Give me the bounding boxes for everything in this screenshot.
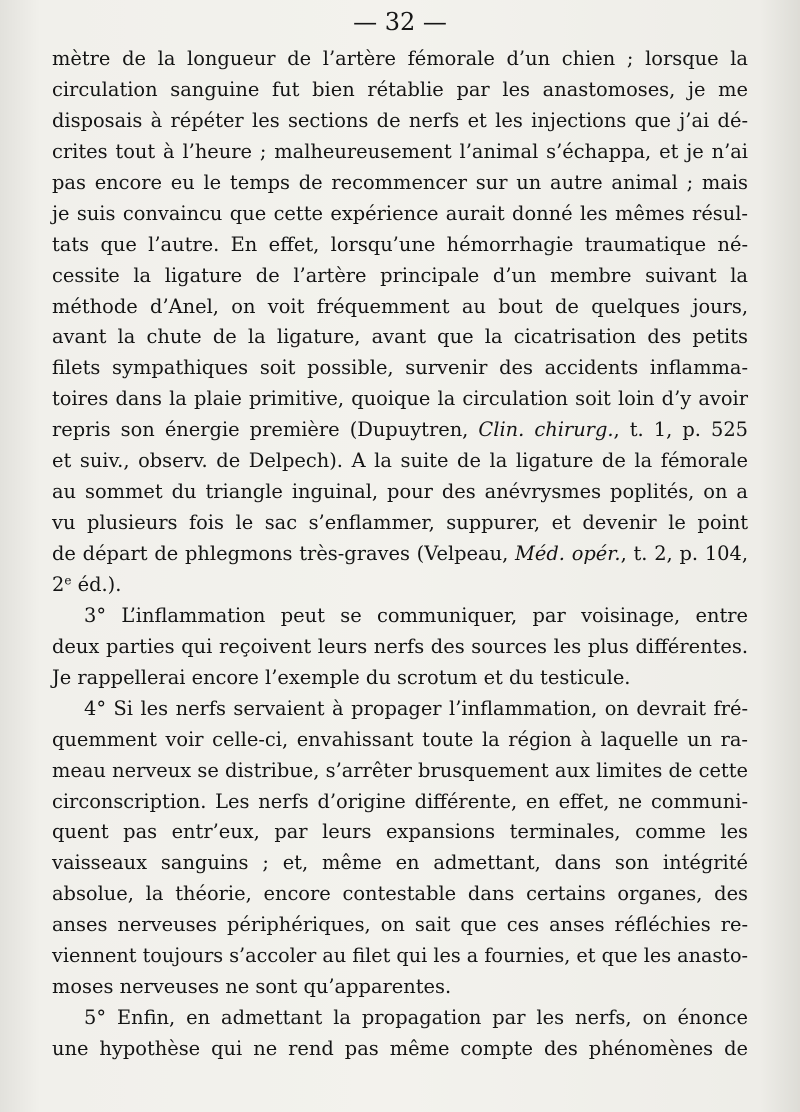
- text-line: [52, 261, 748, 292]
- text-segment: 5° Enfin, en admettant la propagation par les nerfs, on énonce: [84, 1006, 748, 1030]
- text-line: [52, 817, 748, 848]
- text-segment: , t. 1, p. 525: [613, 418, 748, 442]
- text-segment: filets sympathiques soit possible, survenir des accidents inflamma-: [52, 356, 748, 380]
- text-segment: 2: [52, 572, 65, 596]
- text-line: [52, 756, 748, 787]
- text-line: [52, 725, 748, 756]
- text-line: [52, 292, 748, 323]
- page-number: — 32 —: [353, 8, 447, 36]
- text-line: [52, 1034, 748, 1065]
- text-segment: mètre de la longueur de l’artère fémorale d’un chien ; lorsque la: [52, 47, 748, 70]
- text-segment: meau nerveux se distribue, s’arrêter brusquement aux limites de cette: [52, 758, 748, 782]
- text-segment: viennent toujours s’accoler au filet qui les a fournies, et que les anasto-: [52, 944, 748, 968]
- text-segment: 4° Si les nerfs servaient à propager l’inflammation, on devrait fré-: [84, 696, 748, 720]
- text-segment: deux parties qui reçoivent leurs nerfs des sources les plus différentes.: [52, 634, 748, 658]
- text-segment: vu plusieurs fois le sac s’enflammer, suppurer, et devenir le point: [52, 511, 748, 535]
- text-segment: une hypothèse qui ne rend pas même compte des phénomènes de: [52, 1037, 748, 1060]
- text-segment: de départ de phlegmons très-graves (Velpeau,: [52, 542, 516, 565]
- text-line: [52, 787, 748, 818]
- text-line: [52, 601, 748, 632]
- text-line: [52, 663, 748, 694]
- text-segment: absolue, la théorie, encore contestable dans certains organes, des: [52, 882, 748, 906]
- text-segment: moses nerveuses ne sont qu’apparentes.: [52, 975, 452, 999]
- text-segment: quent pas entr’eux, par leurs expansions terminales, comme les: [52, 820, 748, 844]
- text-line: [52, 972, 748, 1003]
- text-segment: méthode d’Anel, on voit fréquemment au bout de quelques jours,: [52, 294, 748, 318]
- text-segment: cessite la ligature de l’artère principale d’un membre suivant la: [52, 263, 748, 287]
- text-segment: anses nerveuses périphériques, on sait que ces anses réfléchies re-: [52, 913, 748, 937]
- text-line: [52, 879, 748, 910]
- text-line: [52, 137, 748, 168]
- text-segment: tats que l’autre. En effet, lorsqu’une hémorrhagie traumatique né-: [52, 232, 748, 256]
- text-segment: au sommet du triangle inguinal, pour des anévrysmes poplités, on a: [52, 480, 748, 504]
- text-line: [52, 910, 748, 941]
- text-segment: 3° L’inflammation peut se communiquer, par voisinage, entre: [84, 603, 748, 627]
- italic-citation: Méd. opér.: [515, 542, 621, 565]
- text-line: [52, 508, 748, 539]
- text-segment: repris son énergie première (Dupuytren,: [52, 418, 479, 442]
- text-line: [52, 75, 748, 106]
- text-line: [52, 632, 748, 663]
- body-text: [52, 44, 748, 1065]
- text-line: [52, 1003, 748, 1034]
- text-line: [52, 941, 748, 972]
- text-segment: vaisseaux sanguins ; et, même en admettant, dans son intégrité: [52, 851, 748, 875]
- text-line: [52, 848, 748, 879]
- text-line: [52, 384, 748, 415]
- text-segment: crites tout à l’heure ; malheureusement l’animal s’échappa, et je n’ai: [52, 139, 748, 163]
- italic-citation: Clin. chirurg.: [478, 418, 614, 442]
- text-line: [52, 322, 748, 353]
- text-line: [52, 106, 748, 137]
- superscript: e: [64, 573, 72, 588]
- text-line: [52, 446, 748, 477]
- text-segment: Je rappellerai encore l’exemple du scrotum et du testicule.: [52, 665, 631, 689]
- text-segment: quemment voir celle-ci, envahissant toute la région à laquelle un ra-: [52, 727, 748, 751]
- text-segment: circulation sanguine fut bien rétablie par les anastomoses, je me: [52, 77, 748, 101]
- text-segment: disposais à répéter les sections de nerfs et les injections que j’ai dé-: [52, 108, 748, 132]
- text-line: [52, 694, 748, 725]
- text-line: [52, 44, 748, 75]
- text-segment: éd.).: [71, 572, 122, 596]
- text-segment: et suiv., observ. de Delpech). A la suite de la ligature de la fémorale: [52, 449, 748, 473]
- text-line: [52, 230, 748, 261]
- text-segment: avant la chute de la ligature, avant que la cicatrisation des petits: [52, 325, 748, 349]
- text-segment: , t. 2, p. 104,: [620, 542, 748, 565]
- text-line: [52, 477, 748, 508]
- text-segment: pas encore eu le temps de recommencer sur un autre animal ; mais: [52, 170, 748, 194]
- text-line: [52, 353, 748, 384]
- text-line: [52, 539, 748, 570]
- text-line: [52, 168, 748, 199]
- text-line: [52, 199, 748, 230]
- text-segment: circonscription. Les nerfs d’origine différente, en effet, ne communi-: [52, 789, 748, 813]
- text-line: [52, 415, 748, 446]
- text-segment: toires dans la plaie primitive, quoique la circulation soit loin d’y avoir: [52, 387, 748, 411]
- text-segment: je suis convaincu que cette expérience aurait donné les mêmes résul-: [52, 201, 748, 225]
- text-line: [52, 570, 748, 601]
